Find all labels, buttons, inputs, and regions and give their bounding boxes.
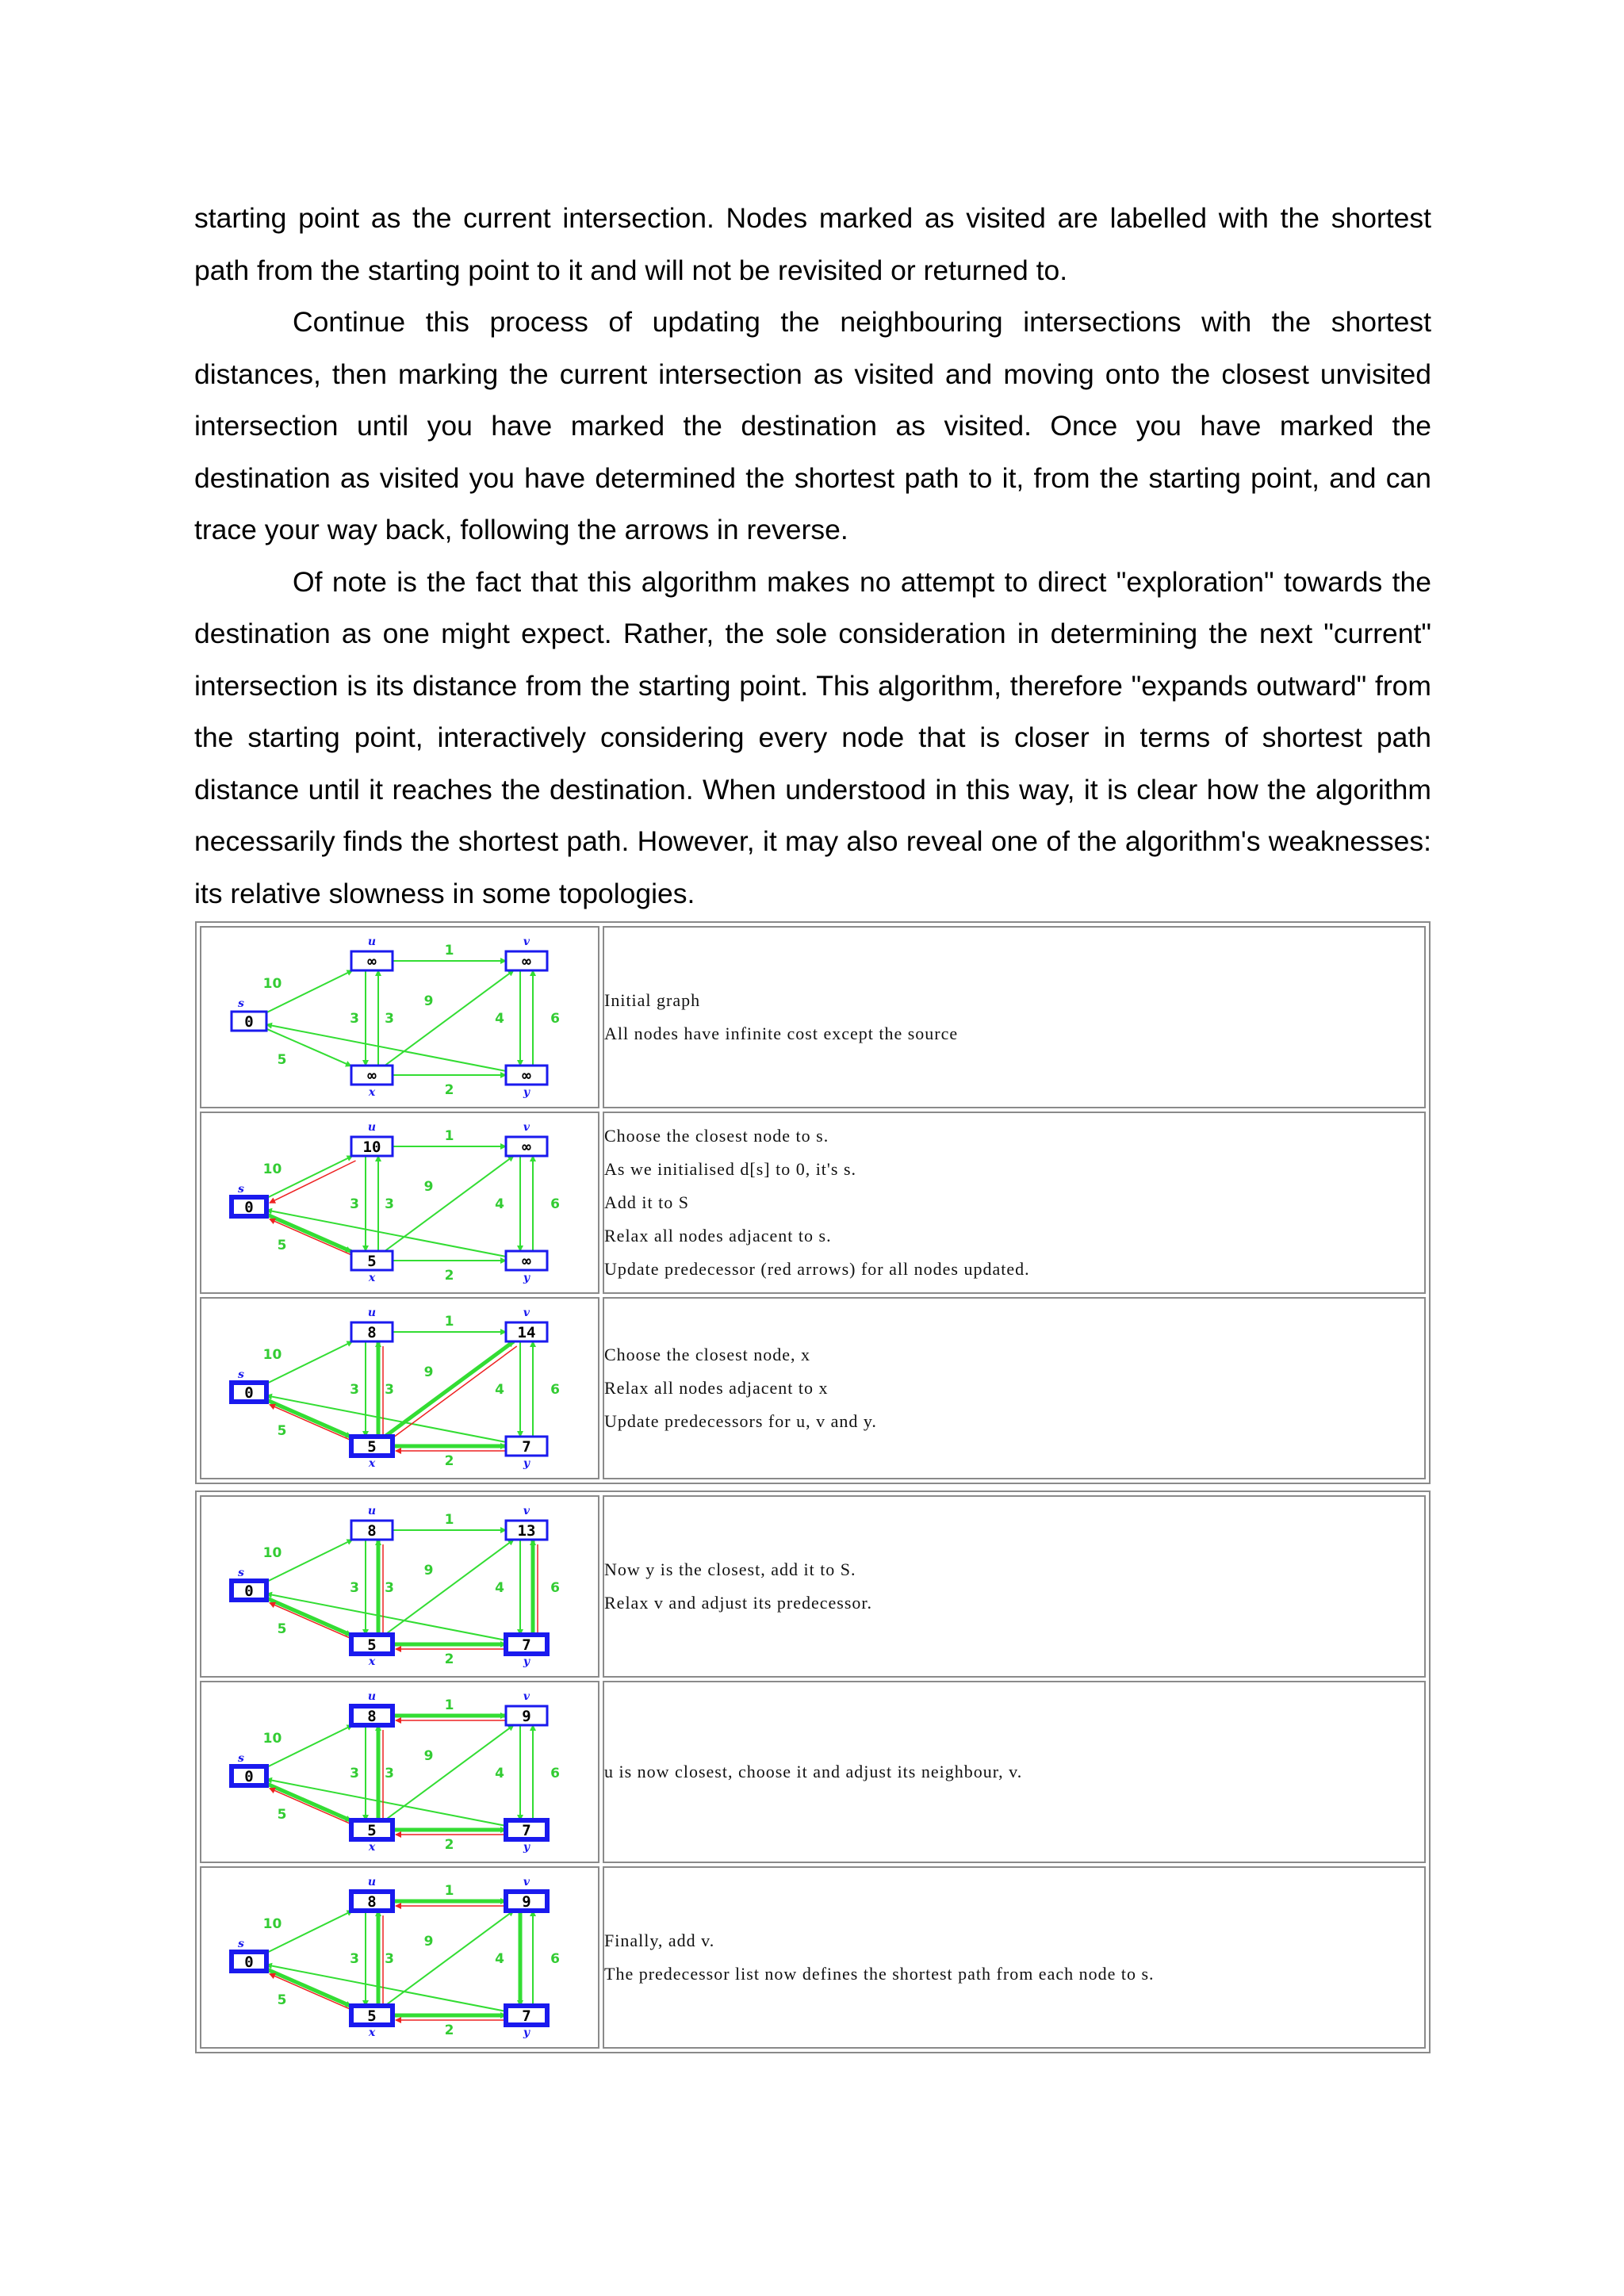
edge-weight: 5 [277, 1238, 287, 1253]
node-s-label: s [238, 1368, 244, 1381]
steps-table-2 [195, 1490, 1431, 2053]
node-y-label: y [523, 2026, 530, 2039]
body-text [194, 193, 1431, 920]
node-u-label: u [367, 1121, 377, 1134]
node-y-distance: 7 [522, 1438, 531, 1456]
description-line: Now y is the closest, add it to S. [604, 1559, 856, 1579]
edge-weight: 2 [444, 1837, 454, 1853]
node-y-label: y [523, 1086, 530, 1099]
edge-weight: 3 [350, 1382, 359, 1398]
node-v-distance: ∞ [522, 1138, 531, 1156]
graph-figure [200, 926, 599, 1108]
edge-weight: 5 [277, 1423, 287, 1439]
node-v-label: v [523, 1307, 530, 1319]
node-y-distance: 7 [522, 1822, 531, 1839]
node-u-distance: 10 [362, 1138, 381, 1156]
node-x-label: x [368, 1086, 376, 1099]
edge-weight: 3 [385, 1382, 394, 1398]
edge-weight: 10 [262, 1545, 282, 1561]
node-y-distance: 7 [522, 1636, 531, 1654]
edge-weight: 9 [423, 1934, 434, 1950]
step-row [200, 1866, 1426, 2049]
step-description [603, 1495, 1426, 1678]
node-s-distance: 0 [244, 1582, 254, 1600]
edge-weight: 4 [495, 1951, 504, 1967]
description-line: Add it to S [604, 1192, 689, 1212]
graph-figure [200, 1495, 599, 1678]
node-x-distance: 5 [367, 1636, 377, 1654]
node-s-distance: 0 [244, 1384, 254, 1402]
paragraph-2: Continue this process of updating the neighbouring intersections with the shortest distances, then marking the current intersection as visited and moving onto the closest unvisited intersection until you have marked the destination as visited. Once you have marked the destination as visited you have determined the shortest path to it, from the starting point, and can trace your way back, following the arrows in reverse. [194, 306, 1431, 545]
node-y-label: y [523, 1655, 530, 1668]
edge-weight: 10 [262, 1347, 282, 1363]
predecessor-u-s [270, 1161, 356, 1203]
edge-weight: 3 [385, 1951, 394, 1967]
edge-weight: 4 [495, 1580, 504, 1596]
edge-weight: 1 [444, 1314, 454, 1330]
node-y-label: y [523, 1841, 530, 1854]
edge-weight: 3 [385, 1196, 394, 1212]
node-s-distance: 0 [244, 1954, 254, 1971]
edge-weight: 1 [444, 1883, 454, 1899]
edge-weight: 4 [495, 1766, 504, 1781]
node-x-label: x [368, 1841, 376, 1854]
paragraph-3: Of note is the fact that this algorithm makes no attempt to direct "exploration" towards the destination as one might expect. Rather, the sole consideration in determining the next "current" intersection is its distance from the starting point. This algorithm, therefore "expands outward" from the starting point, interactively considering every node that is closer in terms of shortest path distance until it reaches the destination. When understood in this way, it is clear how the algorithm necessarily finds the shortest path. However, it may also reveal one of the algorithm's weaknesses: its relative slowness in some topologies. [194, 565, 1431, 909]
node-u-label: u [367, 1505, 377, 1517]
edge-weight: 10 [262, 1731, 282, 1747]
node-v-label: v [523, 936, 530, 948]
graph-figure [200, 1297, 599, 1479]
edge-weight: 1 [444, 1697, 454, 1713]
edge-weight: 10 [262, 1916, 282, 1932]
node-v-label: v [523, 1121, 530, 1134]
edge-weight: 6 [550, 1196, 560, 1212]
description-line: The predecessor list now defines the shortest path from each node to s. [604, 1964, 1155, 1984]
node-u-distance: 8 [367, 1708, 377, 1725]
description-line: Relax v and adjust its predecessor. [604, 1593, 873, 1613]
node-v-distance: ∞ [522, 953, 531, 970]
description-line: As we initialised d[s] to 0, it's s. [604, 1159, 857, 1179]
edge-weight: 4 [495, 1011, 504, 1027]
step-row [200, 1112, 1426, 1294]
node-v-distance: 14 [517, 1324, 536, 1341]
graph-diagram [201, 1497, 598, 1676]
edge-weight: 1 [444, 943, 454, 959]
node-x-distance: 5 [367, 1253, 377, 1270]
edge-weight: 5 [277, 1992, 287, 2008]
graph-figure [200, 1866, 599, 2049]
description-line: Initial graph [604, 990, 701, 1010]
node-y-label: y [523, 1457, 530, 1470]
description-line: u is now closest, choose it and adjust its neighbour, v. [604, 1762, 1023, 1781]
edge-weight: 3 [385, 1580, 394, 1596]
graph-diagram [201, 1299, 598, 1478]
edge-weight: 6 [550, 1382, 560, 1398]
node-x-distance: ∞ [367, 1067, 377, 1085]
edge-weight: 9 [423, 1364, 434, 1380]
node-v-distance: 13 [517, 1522, 536, 1540]
node-s-distance: 0 [244, 1013, 254, 1031]
node-y-distance: 7 [522, 2007, 531, 2025]
description-line: Choose the closest node to s. [604, 1126, 829, 1146]
edge-weight: 3 [350, 1766, 359, 1781]
edge-weight: 6 [550, 1766, 560, 1781]
edge-weight: 2 [444, 1453, 454, 1469]
edge-weight: 3 [385, 1011, 394, 1027]
step-description [603, 1681, 1426, 1863]
step-row [200, 1495, 1426, 1678]
node-s-distance: 0 [244, 1768, 254, 1785]
edge-weight: 3 [350, 1951, 359, 1967]
edge-weight: 5 [277, 1052, 287, 1068]
edge-weight: 9 [423, 993, 434, 1009]
edge-weight: 5 [277, 1807, 287, 1823]
description-line: Update predecessor (red arrows) for all nodes updated. [604, 1259, 1030, 1279]
description-line: Relax all nodes adjacent to s. [604, 1226, 832, 1246]
edge-weight: 3 [350, 1011, 359, 1027]
description-line: Finally, add v. [604, 1931, 715, 1950]
step-description [603, 1297, 1426, 1479]
node-s-label: s [238, 997, 244, 1010]
node-v-distance: 9 [522, 1708, 531, 1725]
edge-weight: 2 [444, 1082, 454, 1098]
node-u-label: u [367, 1876, 377, 1888]
edge-weight: 6 [550, 1951, 560, 1967]
edge-weight: 2 [444, 1651, 454, 1667]
node-y-distance: ∞ [522, 1067, 531, 1085]
step-row [200, 1297, 1426, 1479]
node-u-distance: 8 [367, 1324, 377, 1341]
edge-weight: 6 [550, 1580, 560, 1596]
node-v-label: v [523, 1505, 530, 1517]
graph-diagram [201, 1868, 598, 2047]
node-s-label: s [238, 1938, 244, 1950]
paragraph-1: starting point as the current intersection. Nodes marked as visited are labelled with the shortest path from the starting point to it and will not be revisited or returned to. [194, 202, 1431, 286]
node-x-label: x [368, 1457, 376, 1470]
edge-weight: 9 [423, 1179, 434, 1195]
node-u-label: u [367, 1690, 377, 1703]
node-s-distance: 0 [244, 1199, 254, 1216]
node-y-distance: ∞ [522, 1253, 531, 1270]
step-description [603, 1112, 1426, 1294]
description-line: Relax all nodes adjacent to x [604, 1378, 829, 1398]
node-v-label: v [523, 1876, 530, 1888]
graph-diagram [201, 928, 598, 1107]
description-line: All nodes have infinite cost except the source [604, 1024, 959, 1043]
graph-figure [200, 1112, 599, 1294]
node-u-label: u [367, 1307, 377, 1319]
node-u-distance: ∞ [367, 953, 377, 970]
node-x-distance: 5 [367, 1822, 377, 1839]
edge-weight: 3 [350, 1580, 359, 1596]
node-u-distance: 8 [367, 1893, 377, 1911]
node-u-label: u [367, 936, 377, 948]
edge-weight: 2 [444, 2022, 454, 2038]
edge-weight: 1 [444, 1128, 454, 1144]
step-description [603, 926, 1426, 1108]
graph-diagram [201, 1682, 598, 1862]
edge-weight: 10 [262, 976, 282, 992]
step-description [603, 1866, 1426, 2049]
edge-weight: 9 [423, 1563, 434, 1578]
node-x-distance: 5 [367, 2007, 377, 2025]
edge-weight: 4 [495, 1196, 504, 1212]
description-line: Choose the closest node, x [604, 1345, 811, 1364]
node-x-label: x [368, 2026, 376, 2039]
edge-weight: 3 [385, 1766, 394, 1781]
node-v-distance: 9 [522, 1893, 531, 1911]
description-line: Update predecessors for u, v and y. [604, 1411, 877, 1431]
edge-weight: 5 [277, 1621, 287, 1637]
node-v-label: v [523, 1690, 530, 1703]
edge-weight: 2 [444, 1268, 454, 1284]
edge-weight: 1 [444, 1512, 454, 1528]
node-s-label: s [238, 1567, 244, 1579]
edge-weight: 9 [423, 1748, 434, 1764]
step-row [200, 926, 1426, 1108]
edge-weight: 6 [550, 1011, 560, 1027]
node-y-label: y [523, 1272, 530, 1284]
node-u-distance: 8 [367, 1522, 377, 1540]
graph-figure [200, 1681, 599, 1863]
step-row [200, 1681, 1426, 1863]
graph-diagram [201, 1113, 598, 1292]
node-x-distance: 5 [367, 1438, 377, 1456]
node-x-label: x [368, 1272, 376, 1284]
steps-table-1 [195, 921, 1431, 1484]
node-x-label: x [368, 1655, 376, 1668]
node-s-label: s [238, 1752, 244, 1765]
edge-weight: 3 [350, 1196, 359, 1212]
edge-weight: 10 [262, 1161, 282, 1177]
node-s-label: s [238, 1183, 244, 1196]
edge-weight: 4 [495, 1382, 504, 1398]
